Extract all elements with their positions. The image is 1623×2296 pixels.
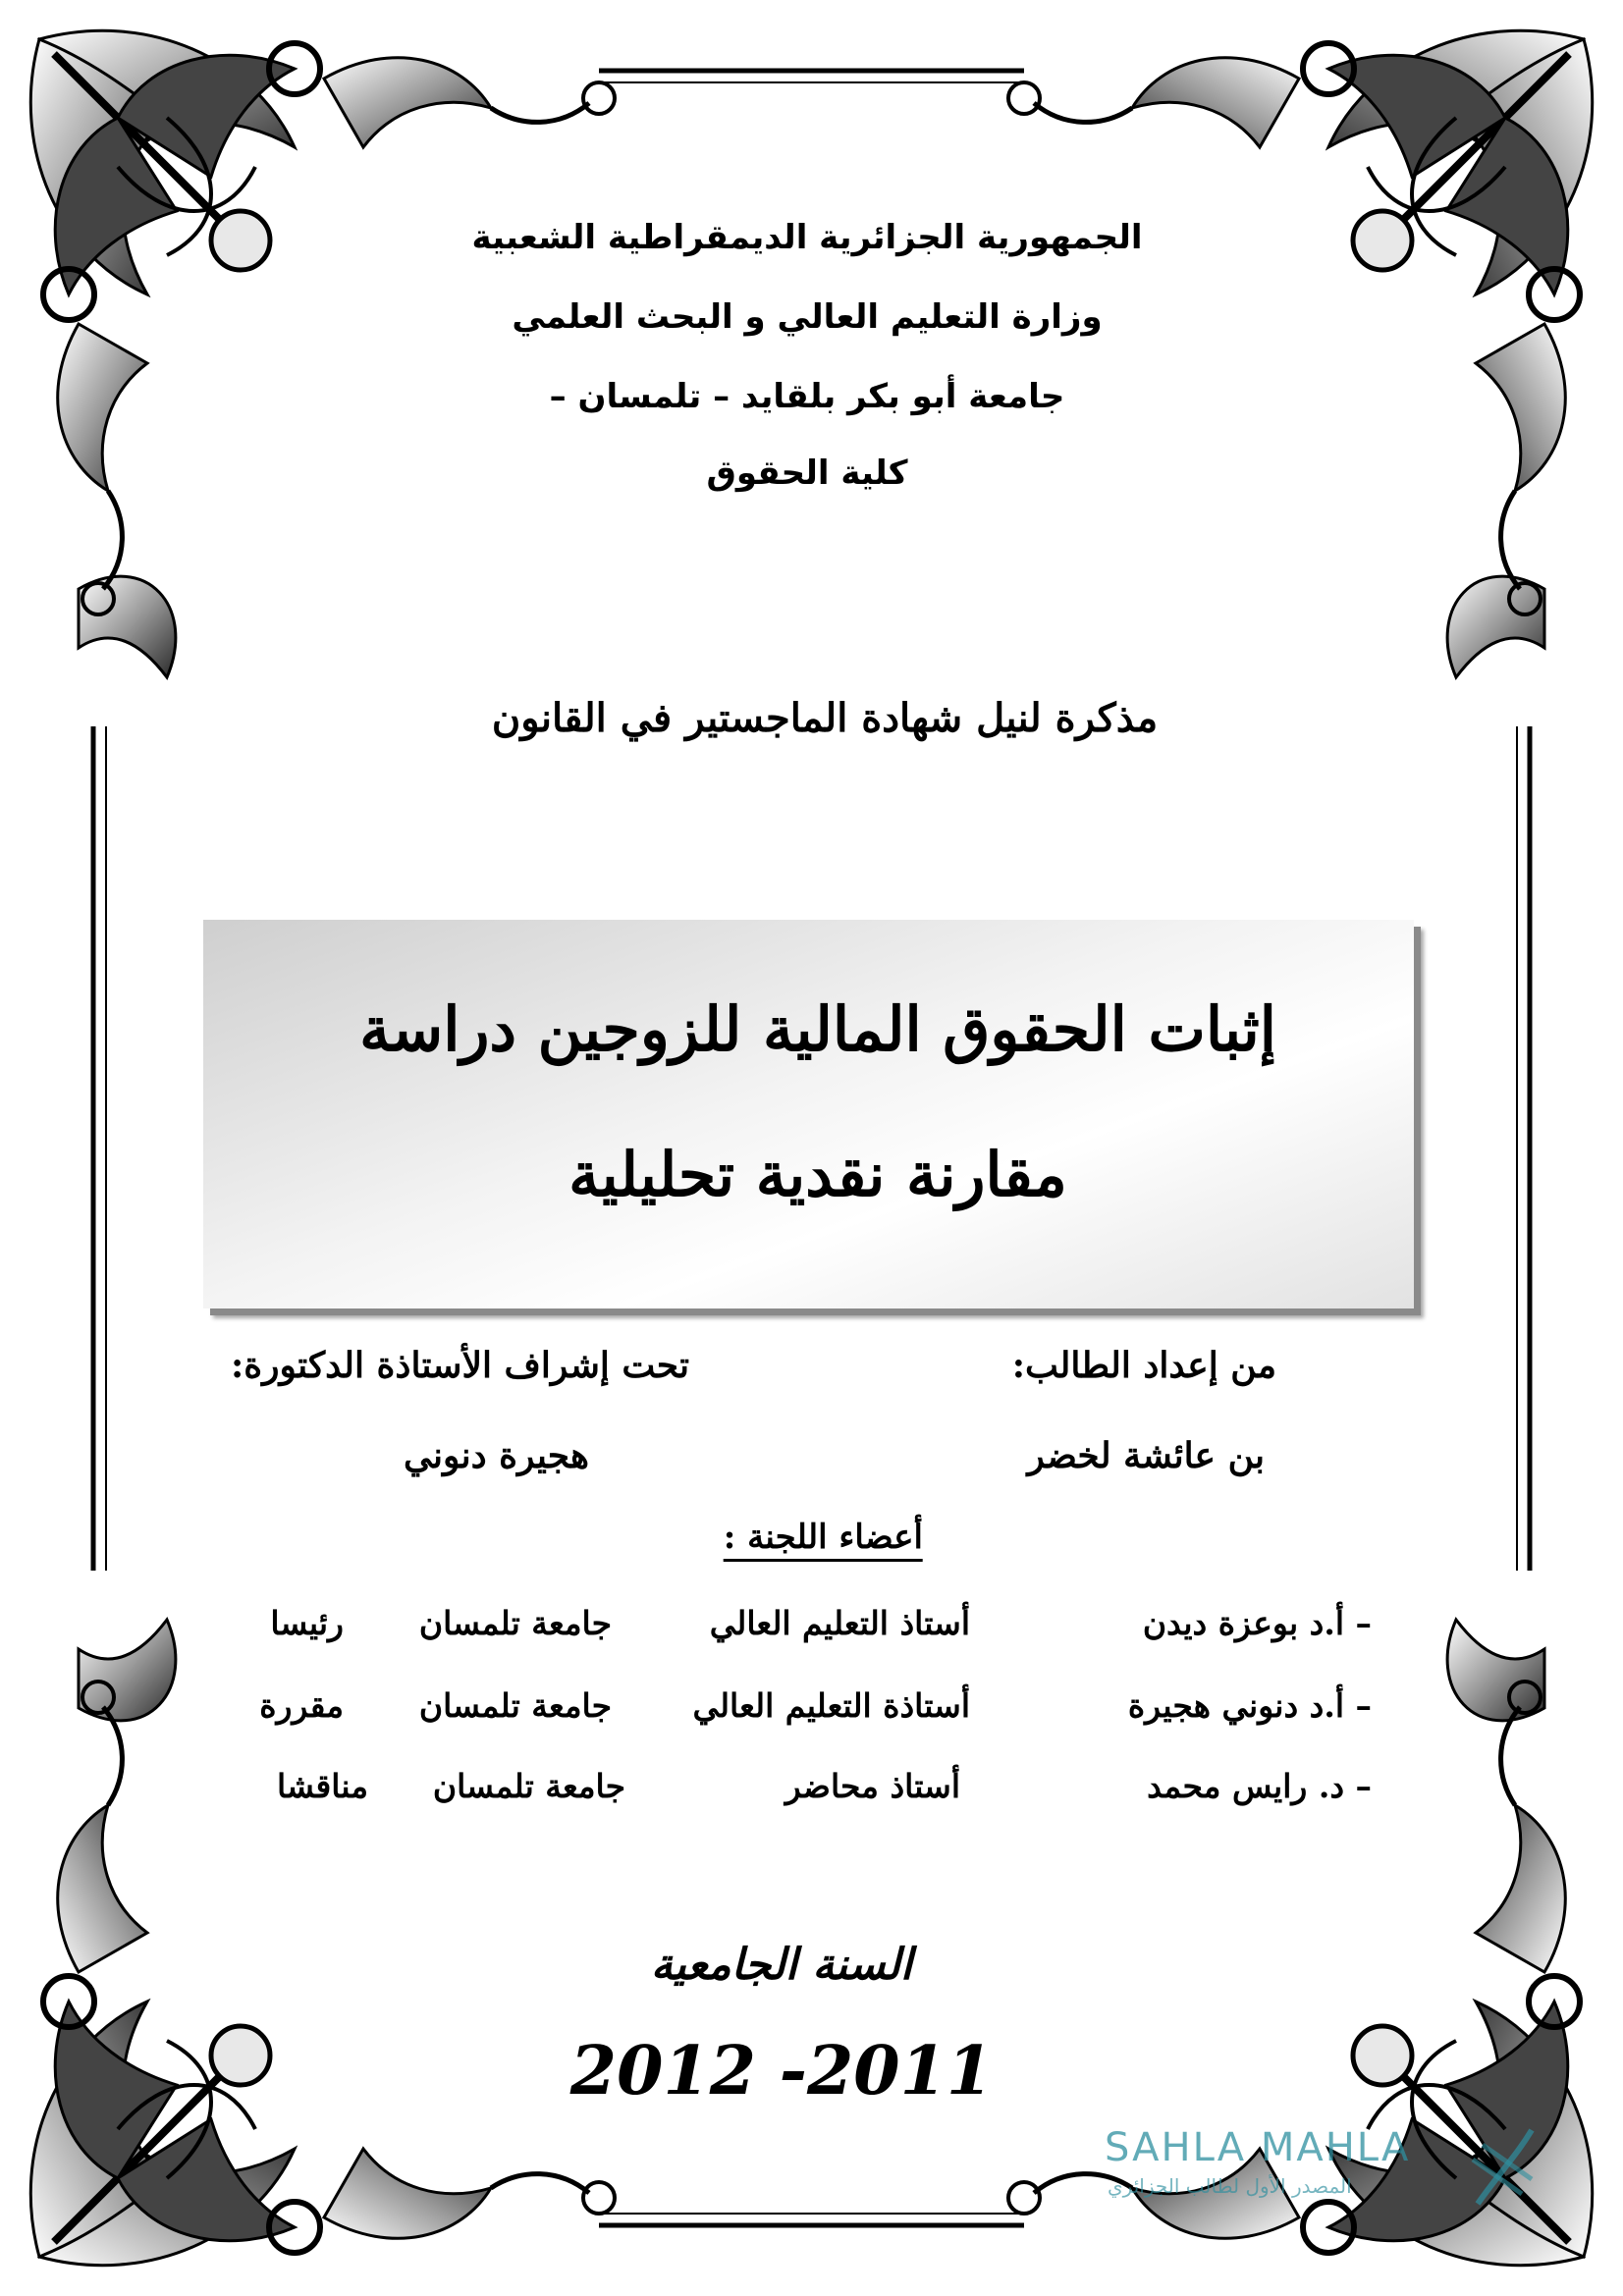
- author-label: من إعداد الطالب:: [1011, 1345, 1276, 1386]
- republic-heading: الجمهورية الجزائرية الديمقراطية الشعبية: [471, 218, 1143, 257]
- member-role: مناقشا: [277, 1767, 368, 1805]
- member-role: مقررة: [259, 1686, 344, 1725]
- member-university: جامعة تلمسان: [418, 1686, 612, 1725]
- member-name: – أ.د دنوني هجيرة: [1127, 1686, 1372, 1725]
- ministry-heading: وزارة التعليم العالي و البحث العلمي: [512, 297, 1103, 337]
- supervisor-label: تحت إشراف الأستاذة الدكتورة:: [231, 1345, 689, 1386]
- university-heading: جامعة أبو بكر بلقايد – تلمسان –: [549, 377, 1065, 416]
- academic-year-label: السنة الجامعية: [650, 1940, 913, 1990]
- member-role: رئيسا: [270, 1604, 344, 1642]
- thesis-type: مذكرة لنيل شهادة الماجستير في القانون: [491, 695, 1159, 741]
- member-rank: أستاذ التعليم العالي: [709, 1604, 970, 1642]
- supervisor-name: هجيرة دنوني: [403, 1435, 589, 1476]
- title-box: [203, 920, 1414, 1308]
- member-rank: أستاذ محاضر: [784, 1767, 960, 1805]
- watermark-brand: SAHLA MAHLA: [1105, 2125, 1411, 2170]
- member-university: جامعة تلمسان: [418, 1604, 612, 1642]
- member-name: – د. رايس محمد: [1147, 1767, 1372, 1805]
- academic-year-value: 2012 -2011: [569, 2032, 994, 2110]
- committee-heading: أعضاء اللجنة :: [724, 1518, 923, 1562]
- watermark-tagline: المصدر الأول لطالب الجزائري: [1108, 2174, 1352, 2198]
- member-university: جامعة تلمسان: [432, 1767, 625, 1805]
- title-line-2: مقارنة نقدية تحليلية: [568, 1139, 1067, 1210]
- author-name: بن عائشة لخضر: [1027, 1435, 1265, 1476]
- watermark-logo-icon: [1463, 2120, 1542, 2209]
- member-name: – أ.د بوعزة ديدن: [1142, 1604, 1372, 1642]
- title-line-1: إثبات الحقوق المالية للزوجين دراسة: [359, 993, 1276, 1065]
- member-rank: أستاذة التعليم العالي: [692, 1686, 970, 1725]
- faculty-heading: كلية الحقوق: [706, 454, 908, 493]
